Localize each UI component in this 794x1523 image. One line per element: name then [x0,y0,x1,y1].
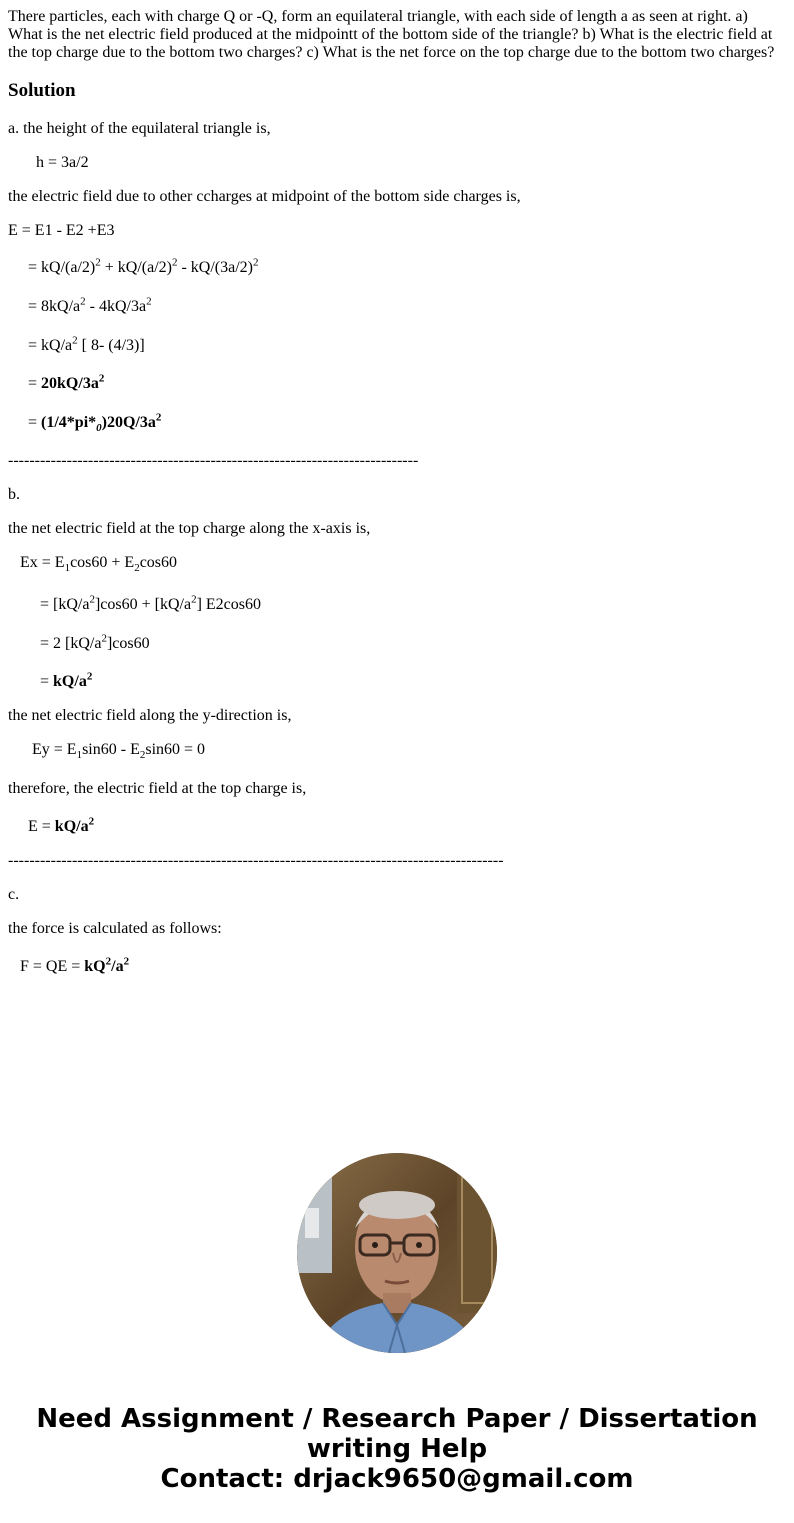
ex-step-4: = $kQ/a^2$ [40,670,93,690]
part-c-label: c. [8,886,20,903]
x-axis-intro: the net electric field at the top charge along the x-axis is, [8,520,371,537]
divider-2: --------------------------------------------------------------------------------------------- [8,852,504,869]
part-a-intro: a. the height of the equilateral triangle is, [8,120,271,137]
tutor-photo-illustration [297,1153,497,1353]
field-intro: the electric field due to other ccharges at midpoint of the bottom side charges is, [8,188,521,205]
promo-line-1: Need Assignment / Research Paper / Dissertation [36,1404,758,1434]
ex-step-2: = $[kQ/a^2]\cos 60 + [kQ/a^2]$ E2cos60 [40,593,261,613]
height-equation: h = 3a/2 [36,154,89,171]
question-text: There particles, each with charge Q or -Q, form an equilateral triangle, with each side of length a as seen at right. a) What is the net electric field produced at the midpointt of the bottom side of the triangle? b) What is the electric field at the top charge due to the bottom two charges? c) What is the net force on the top charge due to the bottom two charges? [8,8,775,61]
equation-step-2: = $8kQ/a^2 - 4kQ/3a^2$ [28,295,152,315]
equation-step-1: = $kQ/(a/2)^2 + kQ/(a/2)^2 - kQ/(3a/2)^2$ [28,256,259,276]
question-block [8,8,786,62]
equation-step-4: = $20kQ/3a^2$ [28,372,105,392]
ex-equation: $Ex = E_1\cos 60 + E_2\cos 60$ [20,554,178,575]
ey-equation: $Ey = E_1\sin 60 - E_2\sin 60 = 0$ [32,741,206,762]
force-equation: F = QE = $kQ^2/a^2$ [20,955,130,975]
force-intro: the force is calculated as follows: [8,920,222,937]
equation-step-3: = $kQ/a^2$ [ 8- (4/3)] [28,334,145,354]
part-b-label: b. [8,486,20,503]
e-final-equation: $E = kQ/a^2$ [28,815,95,835]
ex-step-3: = 2 $[kQ/a^2]\cos 60$ [40,632,150,652]
y-axis-intro: the net electric field along the y-direction is, [8,707,292,724]
field-sum-equation: E = E1 - E2 +E3 [8,222,115,239]
tutor-avatar [297,1153,497,1353]
promo-banner [0,1404,794,1494]
promo-line-2: writing Help [306,1434,488,1464]
promo-contact: Contact: drjack9650@gmail.com [160,1464,634,1494]
equation-step-5: = $(1/4*pi*_0)20Q/3a^2$ [28,411,162,435]
conclusion-text: therefore, the electric field at the top charge is, [8,780,307,797]
solution-heading: Solution [8,80,76,101]
divider-1: ----------------------------------------------------------------------------- [8,452,419,469]
